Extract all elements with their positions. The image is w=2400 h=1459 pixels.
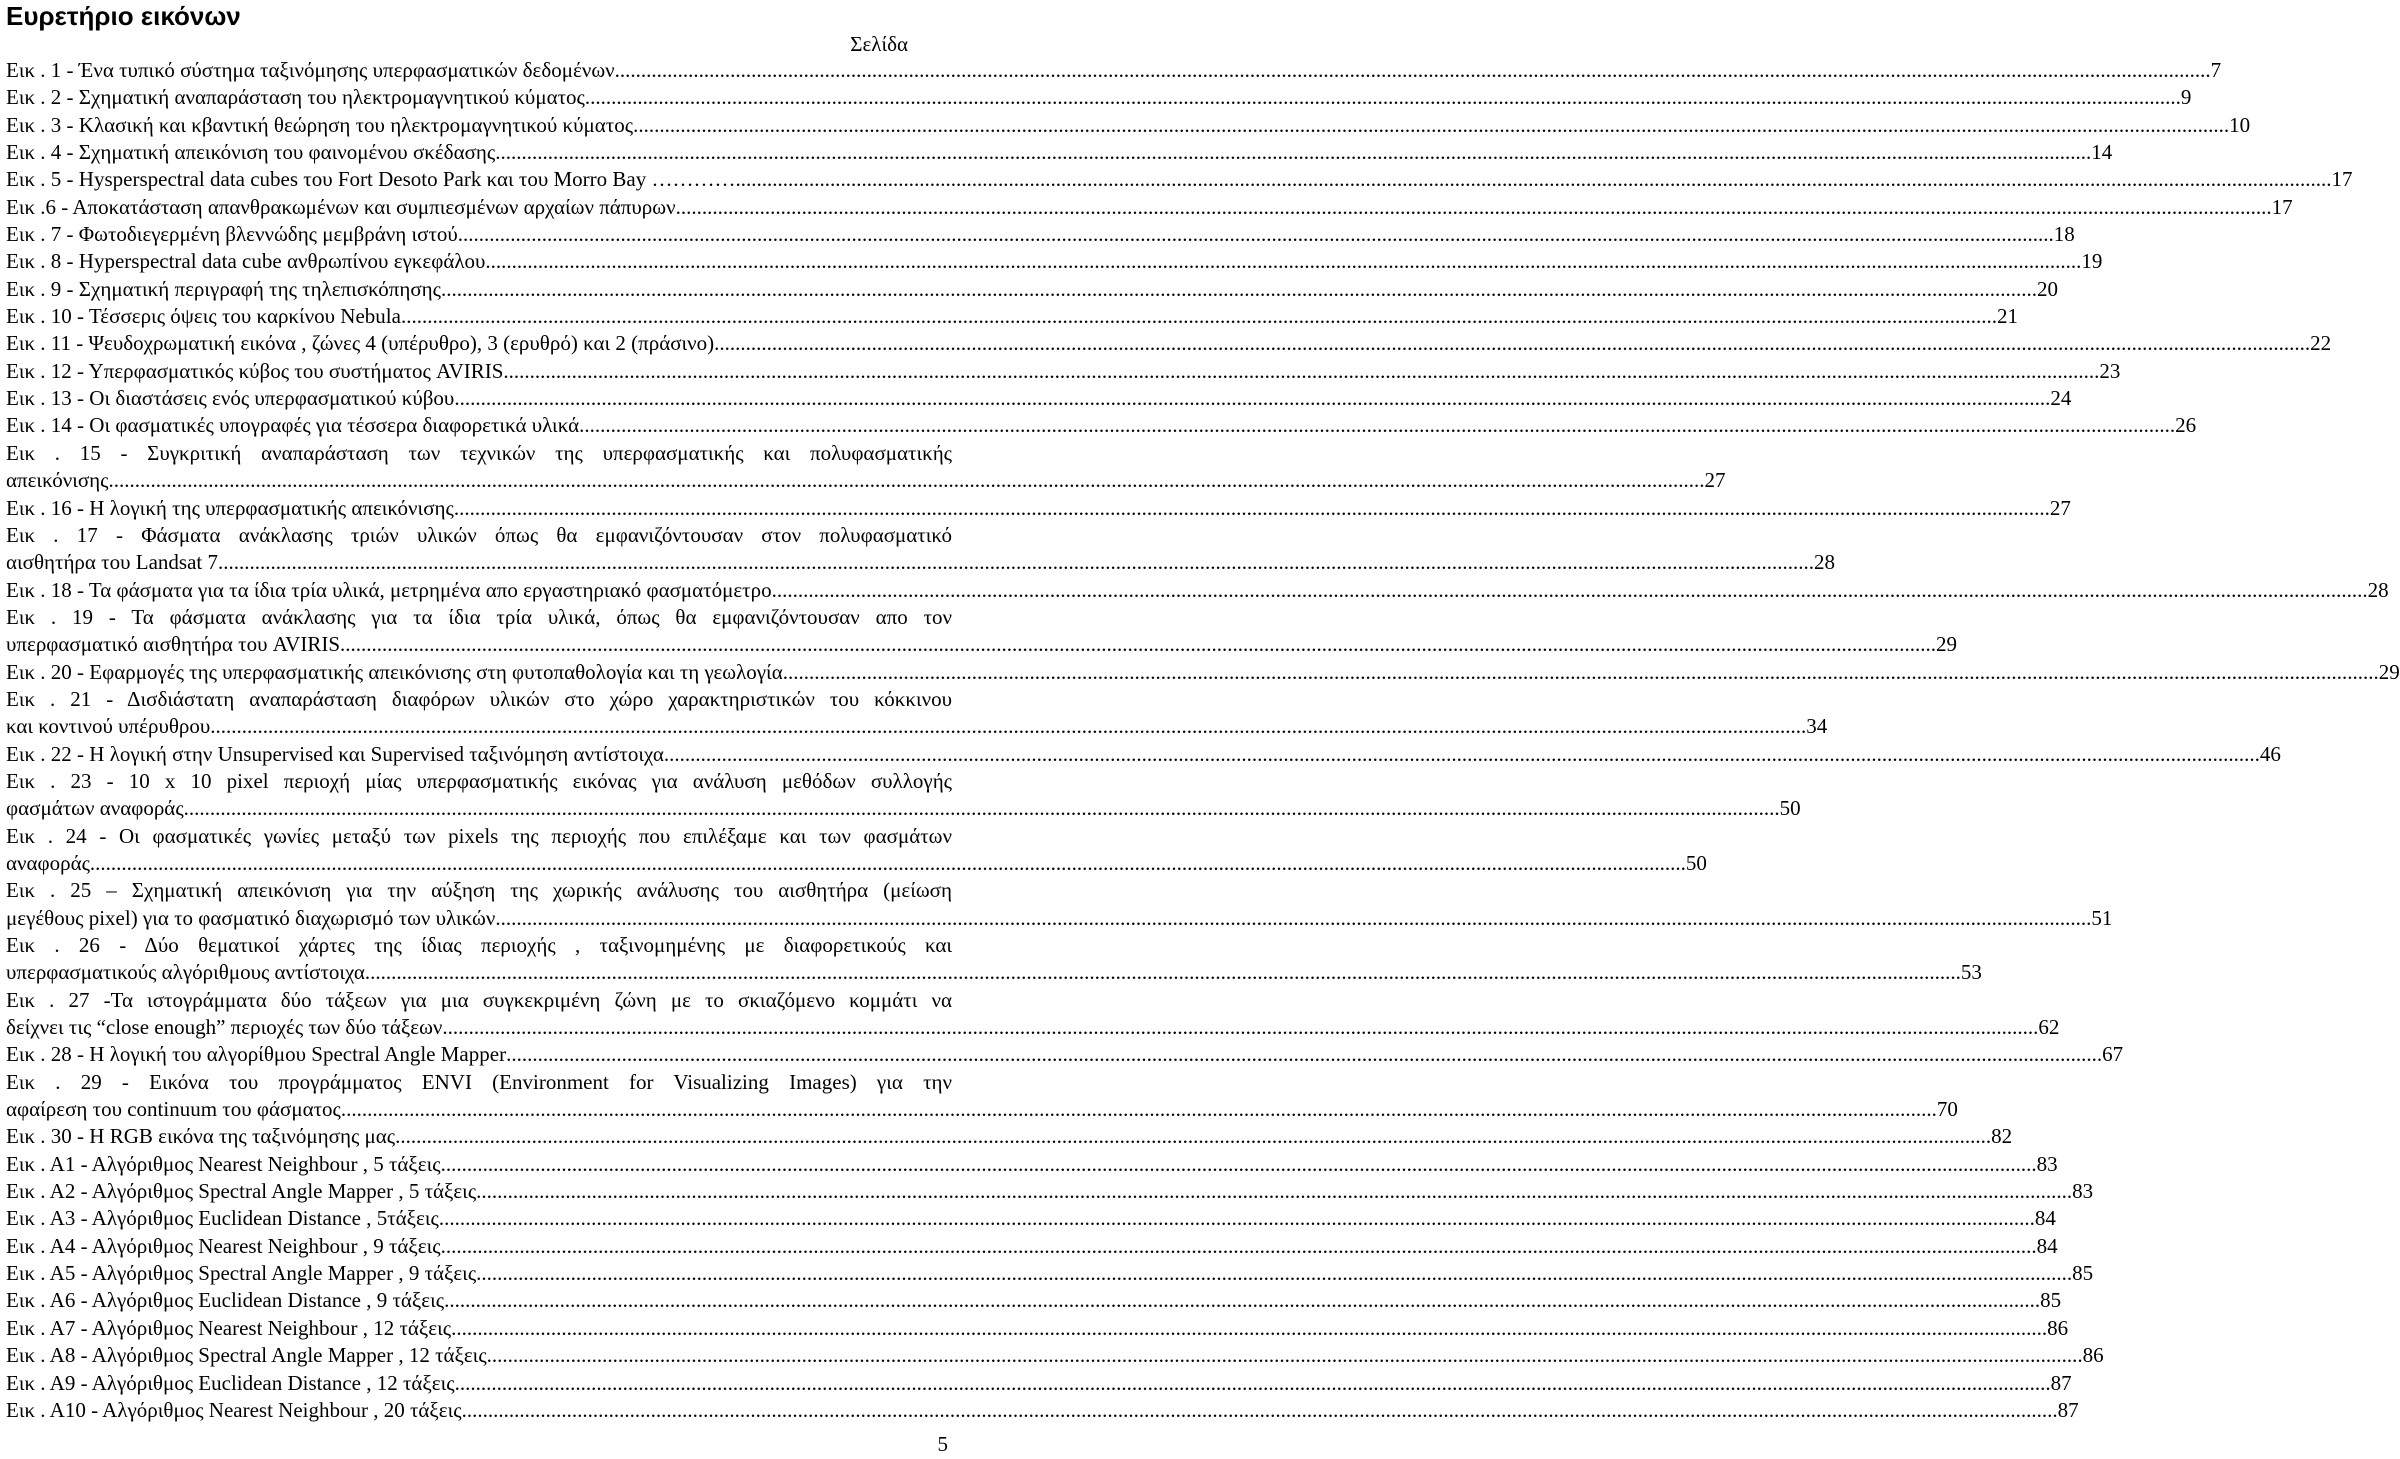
dot-leader	[340, 631, 1936, 658]
figure-entry-page-number: 23	[2099, 358, 2121, 383]
figure-entry-line	[6, 440, 952, 467]
figure-entry-page-number: 20	[2036, 276, 2058, 301]
figure-entry-text: Εικ . 8 - Hyperspectral data cube ανθρωπίνου εγκεφάλου	[6, 249, 486, 274]
dot-leader	[218, 549, 1814, 576]
figure-entry-text: Εικ . Α3 - Αλγόριθμος Euclidean Distance , 5τάξεις	[6, 1206, 439, 1231]
figure-entry-page-number: 19	[2081, 249, 2103, 274]
figure-entry-text: αισθητήρα του Landsat 7	[6, 550, 218, 575]
figure-entry-line	[6, 823, 952, 850]
figure-entry-text: Εικ . 7 - Φωτοδιεγερμένη βλεννώδης μεμβράνη ιστού	[6, 222, 458, 247]
figure-entry-text: Εικ . 18 - Τα φάσματα για τα ίδια τρία υλικά, μετρημένα απο εργαστηριακό φασματόμετρο	[6, 577, 772, 602]
figure-entry-page-number: 51	[2091, 905, 2113, 930]
figure-entry-page-number: 85	[2072, 1261, 2094, 1286]
figure-entry-page-number: 83	[2036, 1151, 2058, 1176]
figure-entry-line	[6, 57, 2222, 84]
figure-entry-page-number: 29	[1936, 632, 1958, 657]
figure-entry-line	[6, 330, 2332, 357]
figure-entry-text: Εικ . Α4 - Αλγόριθμος Nearest Neighbour , 9 τάξεις	[6, 1233, 441, 1258]
dot-leader	[476, 1178, 2072, 1205]
figure-entry-text: αναφοράς	[6, 850, 90, 875]
figure-entry-page-number: 10	[2229, 112, 2251, 137]
figure-entry-text: Εικ . 25 – Σχηματική απεικόνιση για την αύξηση της χωρικής ανάλυσης του αισθητήρα (μείωση	[6, 878, 952, 903]
figure-entry-line	[6, 850, 1707, 877]
figure-entry-text: Εικ . 14 - Οι φασματικές υπογραφές για τέσσερα διαφορετικά υλικά	[6, 413, 580, 438]
figure-entry-text: Εικ . 12 - Υπερφασματικός κύβος του συστήματος AVIRIS	[6, 358, 504, 383]
figure-entry-line	[6, 686, 952, 713]
figure-entry-line	[6, 1342, 2104, 1369]
figure-entry-text: Εικ . Α1 - Αλγόριθμος Nearest Neighbour , 5 τάξεις	[6, 1151, 441, 1176]
figure-entry-page-number: 29	[2378, 659, 2400, 684]
dot-leader	[444, 1287, 2040, 1314]
figure-entry-line	[6, 1096, 1958, 1123]
figure-entry-page-number: 34	[1806, 714, 1828, 739]
dot-leader	[401, 303, 1997, 330]
figure-entry-line	[6, 495, 2071, 522]
figure-entry-line	[6, 659, 2400, 686]
dot-leader	[585, 84, 2181, 111]
dot-leader	[506, 1041, 2102, 1068]
figure-entry-line	[6, 1069, 952, 1096]
figure-entry-text: Εικ . 30 - Η RGB εικόνα της ταξινόμησης μας	[6, 1124, 396, 1149]
figure-entry-line	[6, 166, 2353, 193]
dot-leader	[615, 57, 2211, 84]
figure-entry-text: Εικ . 4 - Σχηματική απεικόνιση του φαινομένου σκέδασης	[6, 140, 496, 165]
figure-entry-text: Εικ . 16 - Η λογική της υπερφασματικής απεικόνισης	[6, 495, 454, 520]
figure-entry-line	[6, 631, 1958, 658]
figure-entry-line	[6, 412, 2197, 439]
figure-entry-line	[6, 905, 2113, 932]
figure-entry-page-number: 70	[1936, 1097, 1958, 1122]
figure-entry-line	[6, 1014, 2060, 1041]
dot-leader	[108, 467, 1704, 494]
figure-entry-text: Εικ . 23 - 10 x 10 pixel περιοχή μίας υπερφασματικής εικόνας για ανάλυση μεθόδων συλλογής	[6, 768, 952, 793]
figure-entry-text: Εικ . 19 - Τα φάσματα ανάκλασης για τα ίδια τρία υλικά, όπως θα εμφανιζόντουσαν απο τον	[6, 604, 952, 629]
figure-entry-line	[6, 987, 952, 1014]
figure-entry-text: υπερφασματικούς αλγόριθμους αντίστοιχα	[6, 960, 365, 985]
dot-leader	[495, 905, 2091, 932]
figure-entry-text: φασμάτων αναφοράς	[6, 796, 184, 821]
dot-leader	[441, 1233, 2037, 1260]
figure-entry-line	[6, 1123, 2013, 1150]
figure-entry-page-number: 87	[2050, 1370, 2072, 1395]
figure-entry-line	[6, 1370, 2072, 1397]
figure-entry-text: Εικ . 17 - Φάσματα ανάκλασης τριών υλικών όπως θα εμφανιζόντουσαν στον πολυφασματικό	[6, 522, 952, 547]
figure-entry-line	[6, 604, 952, 631]
figure-entry-line	[6, 248, 2103, 275]
figure-entry-line	[6, 932, 952, 959]
figure-entry-line	[6, 194, 2293, 221]
dot-leader	[664, 741, 2260, 768]
figure-entry-text: Εικ . Α8 - Αλγόριθμος Spectral Angle Mapper , 12 τάξεις	[6, 1343, 487, 1368]
figure-entry-page-number: 82	[1991, 1124, 2013, 1149]
dot-leader	[184, 795, 1780, 822]
figure-entry-page-number: 17	[2331, 167, 2353, 192]
figure-entry-line	[6, 549, 1835, 576]
figure-entry-page-number: 22	[2310, 331, 2332, 356]
figure-entry-page-number: 85	[2040, 1288, 2062, 1313]
figure-entry-page-number: 27	[1704, 468, 1726, 493]
figure-entry-text: αφαίρεση του continuum του φάσματος	[6, 1097, 341, 1122]
figure-entry-line	[6, 112, 2251, 139]
figure-entry-line	[6, 1178, 2094, 1205]
figure-entry-line	[6, 959, 1982, 986]
figure-entry-page-number: 87	[2057, 1397, 2079, 1422]
dot-leader	[365, 959, 1961, 986]
figure-entry-text: Εικ . Α6 - Αλγόριθμος Euclidean Distance , 9 τάξεις	[6, 1288, 445, 1313]
figure-entry-text: Εικ . 27 -Τα ιστογράμματα δύο τάξεων για μια συγκεκριμένη ζώνη με το σκιαζόμενο κομμάτι να	[6, 987, 952, 1012]
dot-leader	[341, 1096, 1937, 1123]
dot-leader	[441, 1151, 2037, 1178]
figure-entry-text: Εικ . 29 - Εικόνα του προγράμματος ENVI (Environment for Visualizing Images) για την	[6, 1069, 952, 1094]
figure-entry-text: Εικ . Α9 - Αλγόριθμος Euclidean Distance , 12 τάξεις	[6, 1370, 455, 1395]
figure-entry-page-number: 21	[1996, 304, 2018, 329]
figure-entry-text: Εικ . 1 - Ένα τυπικό σύστημα ταξινόμησης υπερφασματικών δεδομένων	[6, 58, 615, 82]
figure-entry-text: Εικ . 26 - Δύο θεματικοί χάρτες της ίδιας περιοχής , ταξινομημένης με διαφορετικούς και	[6, 933, 952, 957]
figure-entry-text: Εικ . 15 - Συγκριτική αναπαράσταση των τεχνικών της υπερφασματικής και πολυφασματικής	[6, 440, 952, 465]
figure-entry-text: Εικ . 21 - Δισδιάστατη αναπαράσταση διαφόρων υλικών στο χώρο χαρακτηριστικών του κόκκινου	[6, 686, 952, 711]
figure-entry-line	[6, 385, 2072, 412]
figure-entry-text: Εικ . 11 - Ψευδοχρωματική εικόνα , ζώνες 4 (υπέρυθρο), 3 (ερυθρό) και 2 (πράσινο)	[6, 331, 715, 356]
dot-leader	[395, 1123, 1991, 1150]
figure-entry-line	[6, 467, 1726, 494]
figure-entry-line	[6, 84, 2192, 111]
figure-entry-text: Εικ . 20 - Εφαρμογές της υπερφασματικής απεικόνισης στη φυτοπαθολογία και τη γεωλογία	[6, 659, 783, 684]
figure-entry-line	[6, 358, 2121, 385]
figure-entry-line	[6, 139, 2113, 166]
figure-entry-page-number: 26	[2175, 413, 2197, 438]
figure-entry-page-number: 84	[2034, 1206, 2056, 1231]
figure-entry-line	[6, 221, 2075, 248]
dot-leader	[485, 248, 2081, 275]
figure-entry-line	[6, 303, 2018, 330]
figure-entry-page-number: 7	[2210, 58, 2222, 82]
figure-entry-line	[6, 1397, 2079, 1424]
figure-entry-page-number: 50	[1685, 850, 1707, 875]
dot-leader	[772, 577, 2368, 604]
dot-leader	[454, 385, 2050, 412]
figure-entry-text: Εικ . 3 - Κλασική και κβαντική θεώρηση του ηλεκτρομαγνητικού κύματος	[6, 112, 634, 137]
figure-entry-line	[6, 1233, 2058, 1260]
dot-leader	[503, 358, 2099, 385]
dot-leader	[495, 139, 2091, 166]
figure-entry-page-number: 18	[2053, 222, 2075, 247]
page-title: Ευρετήριο εικόνων	[6, 1, 241, 31]
dot-leader	[783, 659, 2379, 686]
dot-leader	[210, 713, 1806, 740]
figure-entry-text: Εικ . 24 - Οι φασματικές γωνίες μεταξύ των pixels της περιοχής που επιλέξαμε και των φασμάτων	[6, 823, 952, 848]
dot-leader	[633, 112, 2229, 139]
figure-index-list	[6, 57, 2400, 1424]
figure-entry-page-number: 84	[2036, 1233, 2058, 1258]
dot-leader	[714, 330, 2310, 357]
page-column-header: Σελίδα	[850, 32, 908, 56]
figure-entry-text: Εικ . 9 - Σχηματική περιγραφή της τηλεπισκόπησης	[6, 276, 441, 301]
figure-entry-line	[6, 1205, 2056, 1232]
dot-leader	[462, 1397, 2058, 1424]
page-number: 5	[937, 1432, 948, 1456]
figure-entry-text: υπερφασματικό αισθητήρα του AVIRIS	[6, 632, 341, 657]
figure-entry-line	[6, 577, 2389, 604]
figure-entry-text: Εικ . 28 - Η λογική του αλγορίθμου Spectral Angle Mapper	[6, 1042, 507, 1067]
figure-entry-page-number: 53	[1960, 960, 1982, 985]
figure-entry-text: απεικόνισης	[6, 468, 109, 493]
dot-leader	[476, 1260, 2072, 1287]
figure-entry-text: Εικ . Α10 - Αλγόριθμος Nearest Neighbour , 20 τάξεις	[6, 1397, 462, 1422]
figure-entry-page-number: 83	[2072, 1179, 2094, 1204]
figure-entry-page-number: 24	[2050, 386, 2072, 411]
figure-entry-text: Εικ .6 - Αποκατάσταση απανθρακωμένων και συμπιεσμένων αρχαίων πάπυρων	[6, 194, 676, 219]
figure-entry-line	[6, 877, 952, 904]
figure-entry-line	[6, 795, 1801, 822]
figure-entry-line	[6, 713, 1828, 740]
figure-entry-text: Εικ . 13 - Οι διαστάσεις ενός υπερφασματικού κύβου	[6, 386, 455, 411]
figure-entry-line	[6, 1151, 2058, 1178]
dot-leader	[736, 166, 2332, 193]
figure-entry-line	[6, 1287, 2062, 1314]
figure-entry-text: δείχνει τις “close enough” περιοχές των δύο τάξεων	[6, 1015, 443, 1040]
figure-entry-line	[6, 741, 2281, 768]
figure-entry-page-number: 62	[2038, 1015, 2060, 1040]
dot-leader	[441, 276, 2037, 303]
dot-leader	[579, 412, 2175, 439]
figure-entry-page-number: 86	[2047, 1315, 2069, 1340]
dot-leader	[442, 1014, 2038, 1041]
figure-entry-line	[6, 1041, 2124, 1068]
figure-entry-text: Εικ . Α7 - Αλγόριθμος Nearest Neighbour , 12 τάξεις	[6, 1315, 452, 1340]
figure-entry-text: Εικ . 2 - Σχηματική αναπαράσταση του ηλεκτρομαγνητικού κύματος	[6, 85, 585, 110]
figure-entry-text: Εικ . 5 - Hysperspectral data cubes του Fort Desoto Park και του Morro Bay …………	[6, 167, 736, 192]
figure-entry-page-number: 9	[2180, 85, 2192, 110]
figure-entry-text: Εικ . Α2 - Αλγόριθμος Spectral Angle Mapper , 5 τάξεις	[6, 1179, 477, 1204]
dot-leader	[454, 495, 2050, 522]
dot-leader	[90, 850, 1686, 877]
figure-entry-line	[6, 522, 952, 549]
figure-entry-line	[6, 768, 952, 795]
dot-leader	[487, 1342, 2083, 1369]
dot-leader	[458, 221, 2054, 248]
dot-leader	[439, 1205, 2035, 1232]
figure-entry-page-number: 14	[2091, 140, 2113, 165]
figure-entry-line	[6, 1260, 2094, 1287]
figure-entry-page-number: 86	[2082, 1343, 2104, 1368]
figure-entry-text: Εικ . Α5 - Αλγόριθμος Spectral Angle Mapper , 9 τάξεις	[6, 1261, 477, 1286]
figure-entry-text: και κοντινού υπέρυθρου	[6, 714, 211, 739]
figure-entry-line	[6, 276, 2058, 303]
figure-entry-page-number: 28	[2367, 577, 2389, 602]
figure-entry-page-number: 27	[2049, 495, 2071, 520]
figure-entry-line	[6, 1315, 2069, 1342]
figure-entry-page-number: 50	[1779, 796, 1801, 821]
dot-leader	[451, 1315, 2047, 1342]
figure-entry-text: Εικ . 22 - Η λογική στην Unsupervised και Supervised ταξινόμηση αντίστοιχα	[6, 741, 664, 766]
dot-leader	[455, 1370, 2051, 1397]
figure-entry-page-number: 28	[1813, 550, 1835, 575]
figure-entry-text: μεγέθους pixel) για το φασματικό διαχωρισμό των υλικών	[6, 905, 496, 930]
figure-entry-text: Εικ . 10 - Τέσσερις όψεις του καρκίνου Nebula	[6, 304, 401, 329]
figure-entry-page-number: 67	[2102, 1042, 2124, 1067]
figure-entry-page-number: 17	[2271, 194, 2293, 219]
figure-entry-page-number: 46	[2259, 741, 2281, 766]
dot-leader	[676, 194, 2272, 221]
